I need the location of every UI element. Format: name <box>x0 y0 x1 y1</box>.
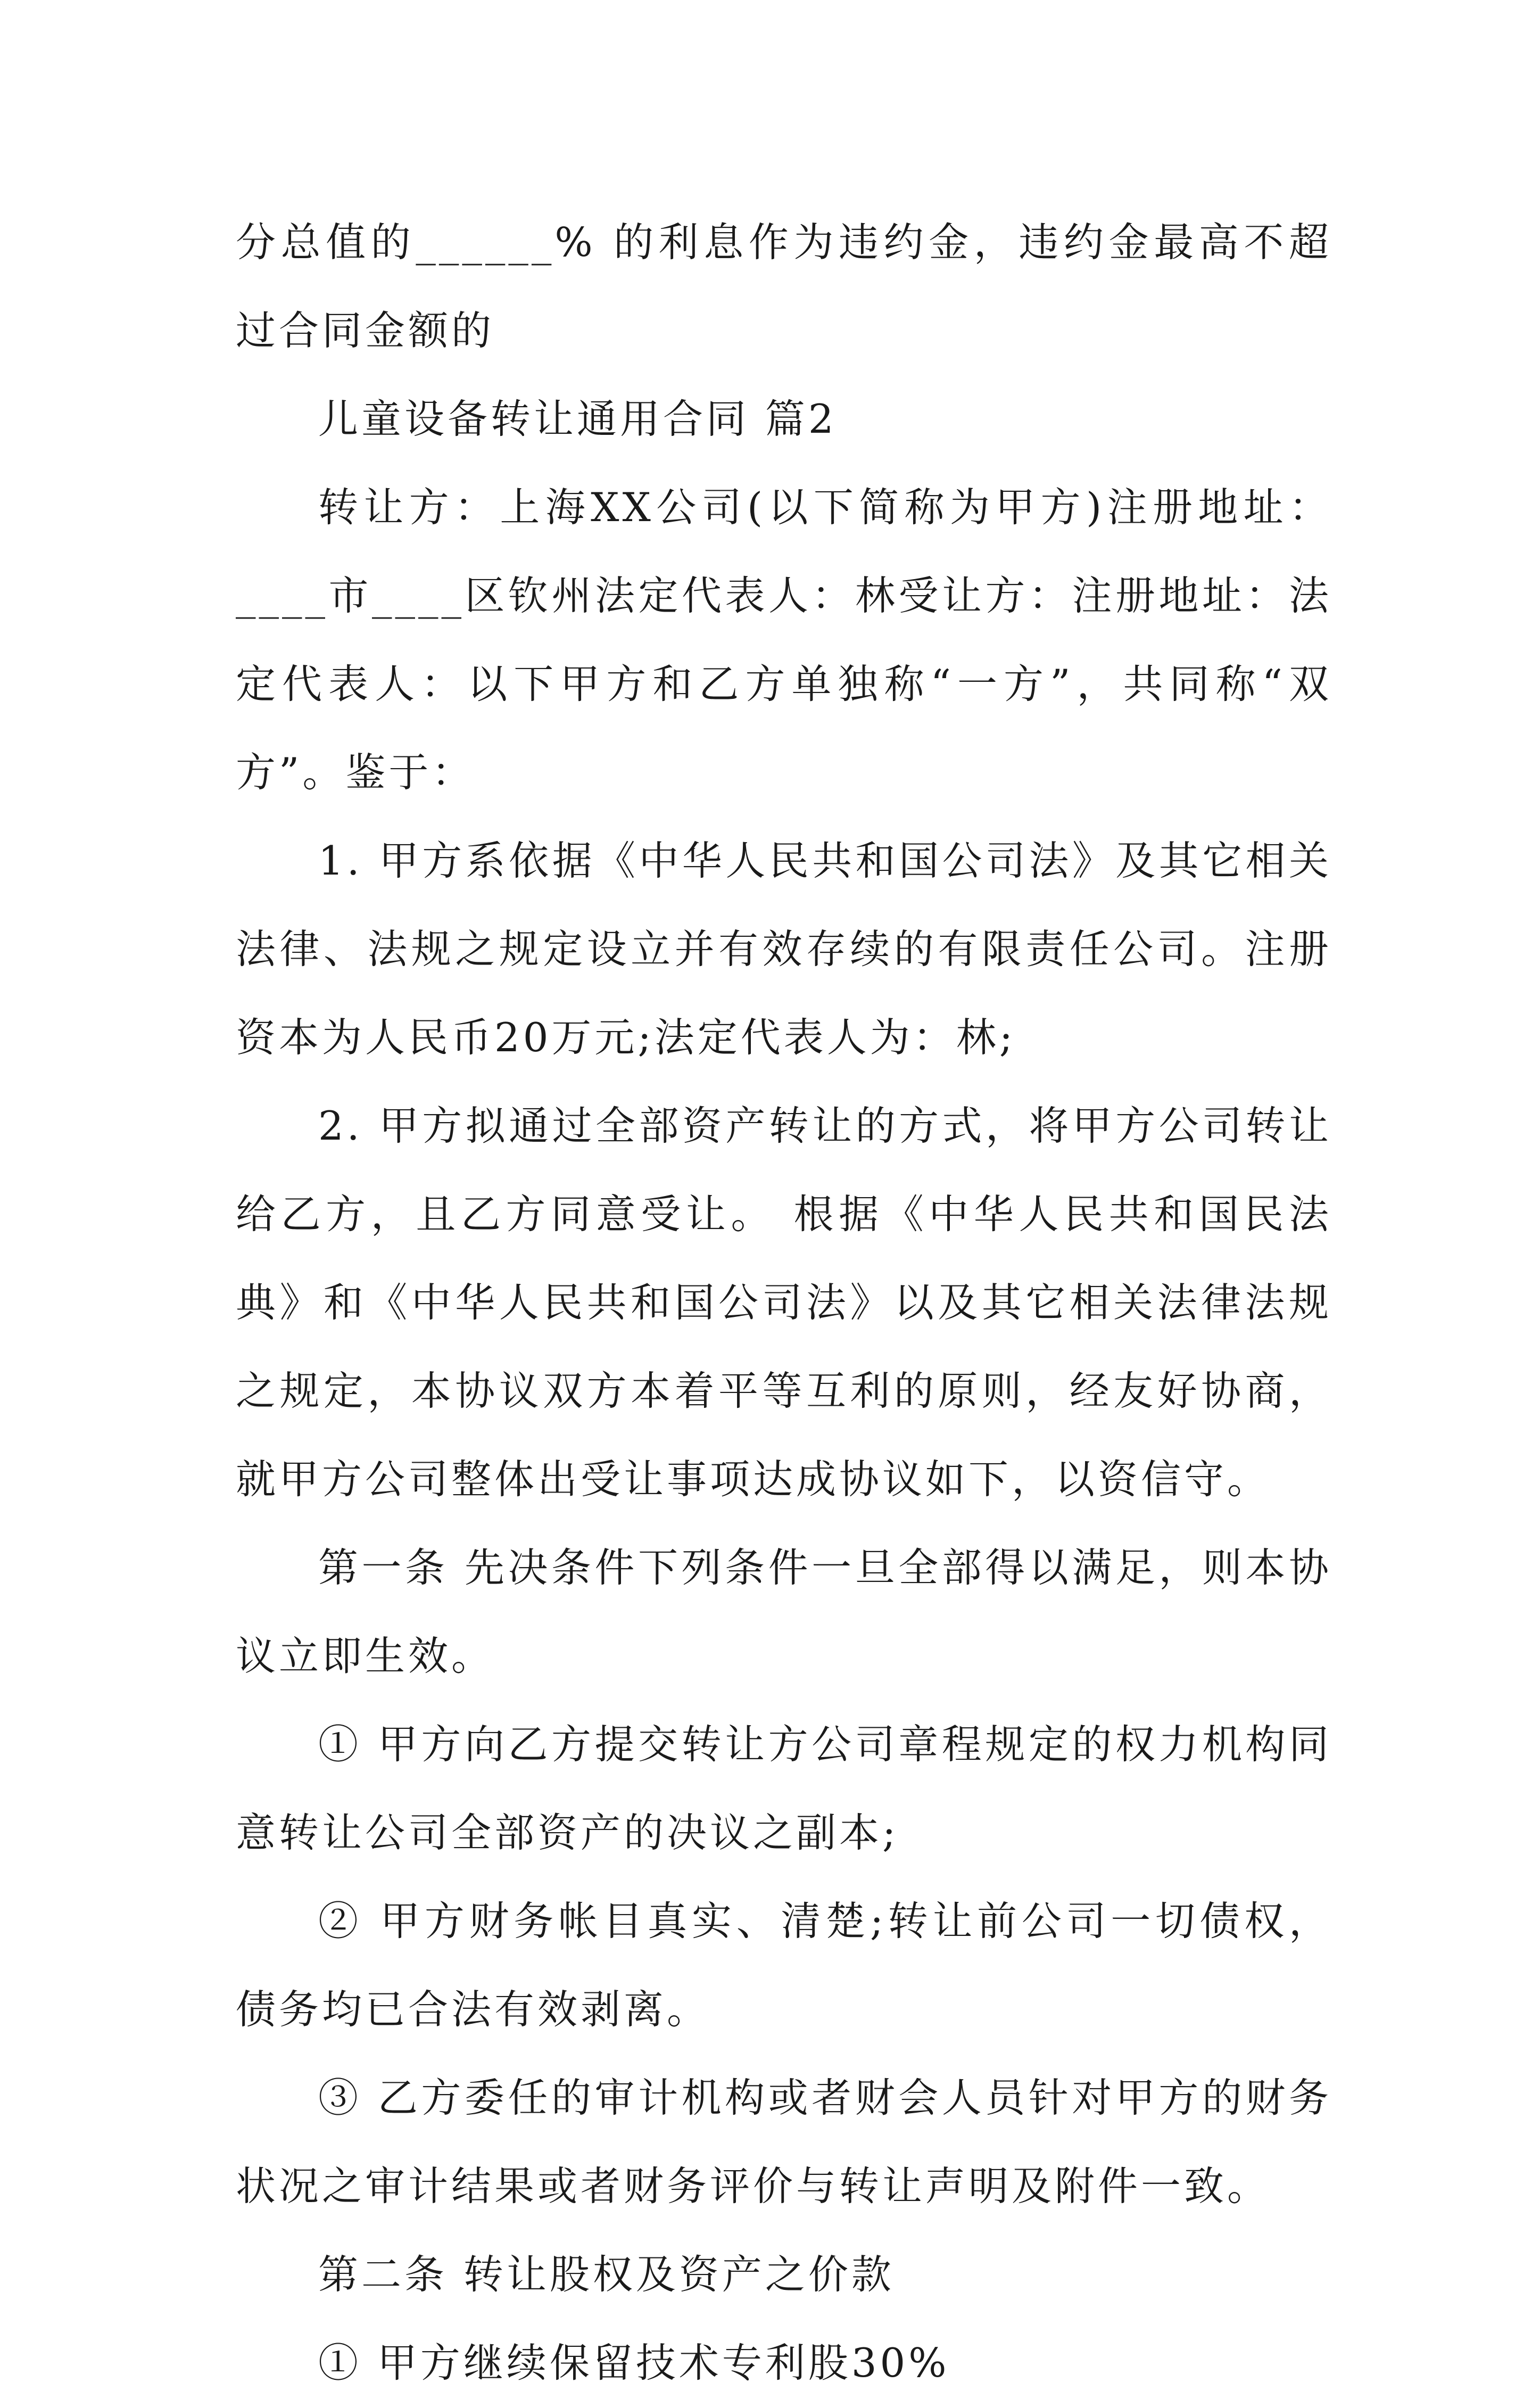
price-item-1: ① 甲方继续保留技术专利股30% <box>318 2339 950 2386</box>
paragraph-recital-2: 2. 甲方拟通过全部资产转让的方式，将甲方公司转让给乙方，且乙方同意受让。 根据《中华人民共和国民法典》和《中华人民共和国公司法》以及其它相关法律法规之规定，本协议双方本着平等互利的原则，经友好协商，就甲方公司整体出受让事项达成协议如下，以资信守。 <box>236 1102 1332 1503</box>
condition-item-1: ① 甲方向乙方提交转让方公司章程规定的权力机构同意转让公司全部资产的决议之副本; <box>236 1721 1332 1856</box>
condition-item-3: ③ 乙方委任的审计机构或者财会人员针对甲方的财务状况之审计结果或者财务评价与转让声明及附件一致。 <box>236 2074 1332 2210</box>
paragraph-parties: 转让方：上海XX公司(以下简称为甲方)注册地址：____市____区钦州法定代表人：林受让方：注册地址：法定代表人：以下甲方和乙方单独称“一方”，共同称“双方”。鉴于： <box>236 484 1332 796</box>
condition-item-2: ② 甲方财务帐目真实、清楚;转让前公司一切债权，债务均已合法有效剥离。 <box>236 1898 1332 2033</box>
document-body <box>236 198 1332 2407</box>
paragraph-penalty-clause-continuation: 分总值的______% 的利息作为违约金，违约金最高不超过合同金额的 <box>236 219 1332 354</box>
contract-section-title: 儿童设备转让通用合同 篇2 <box>318 395 837 442</box>
article-2-heading: 第二条 转让股权及资产之价款 <box>318 2251 895 2298</box>
paragraph-recital-1: 1. 甲方系依据《中华人民共和国公司法》及其它相关法律、法规之规定设立并有效存续的有限责任公司。注册资本为人民币20万元;法定代表人为：林; <box>236 837 1332 1061</box>
article-1-heading: 第一条 先决条件下列条件一旦全部得以满足，则本协议立即生效。 <box>236 1544 1332 1679</box>
